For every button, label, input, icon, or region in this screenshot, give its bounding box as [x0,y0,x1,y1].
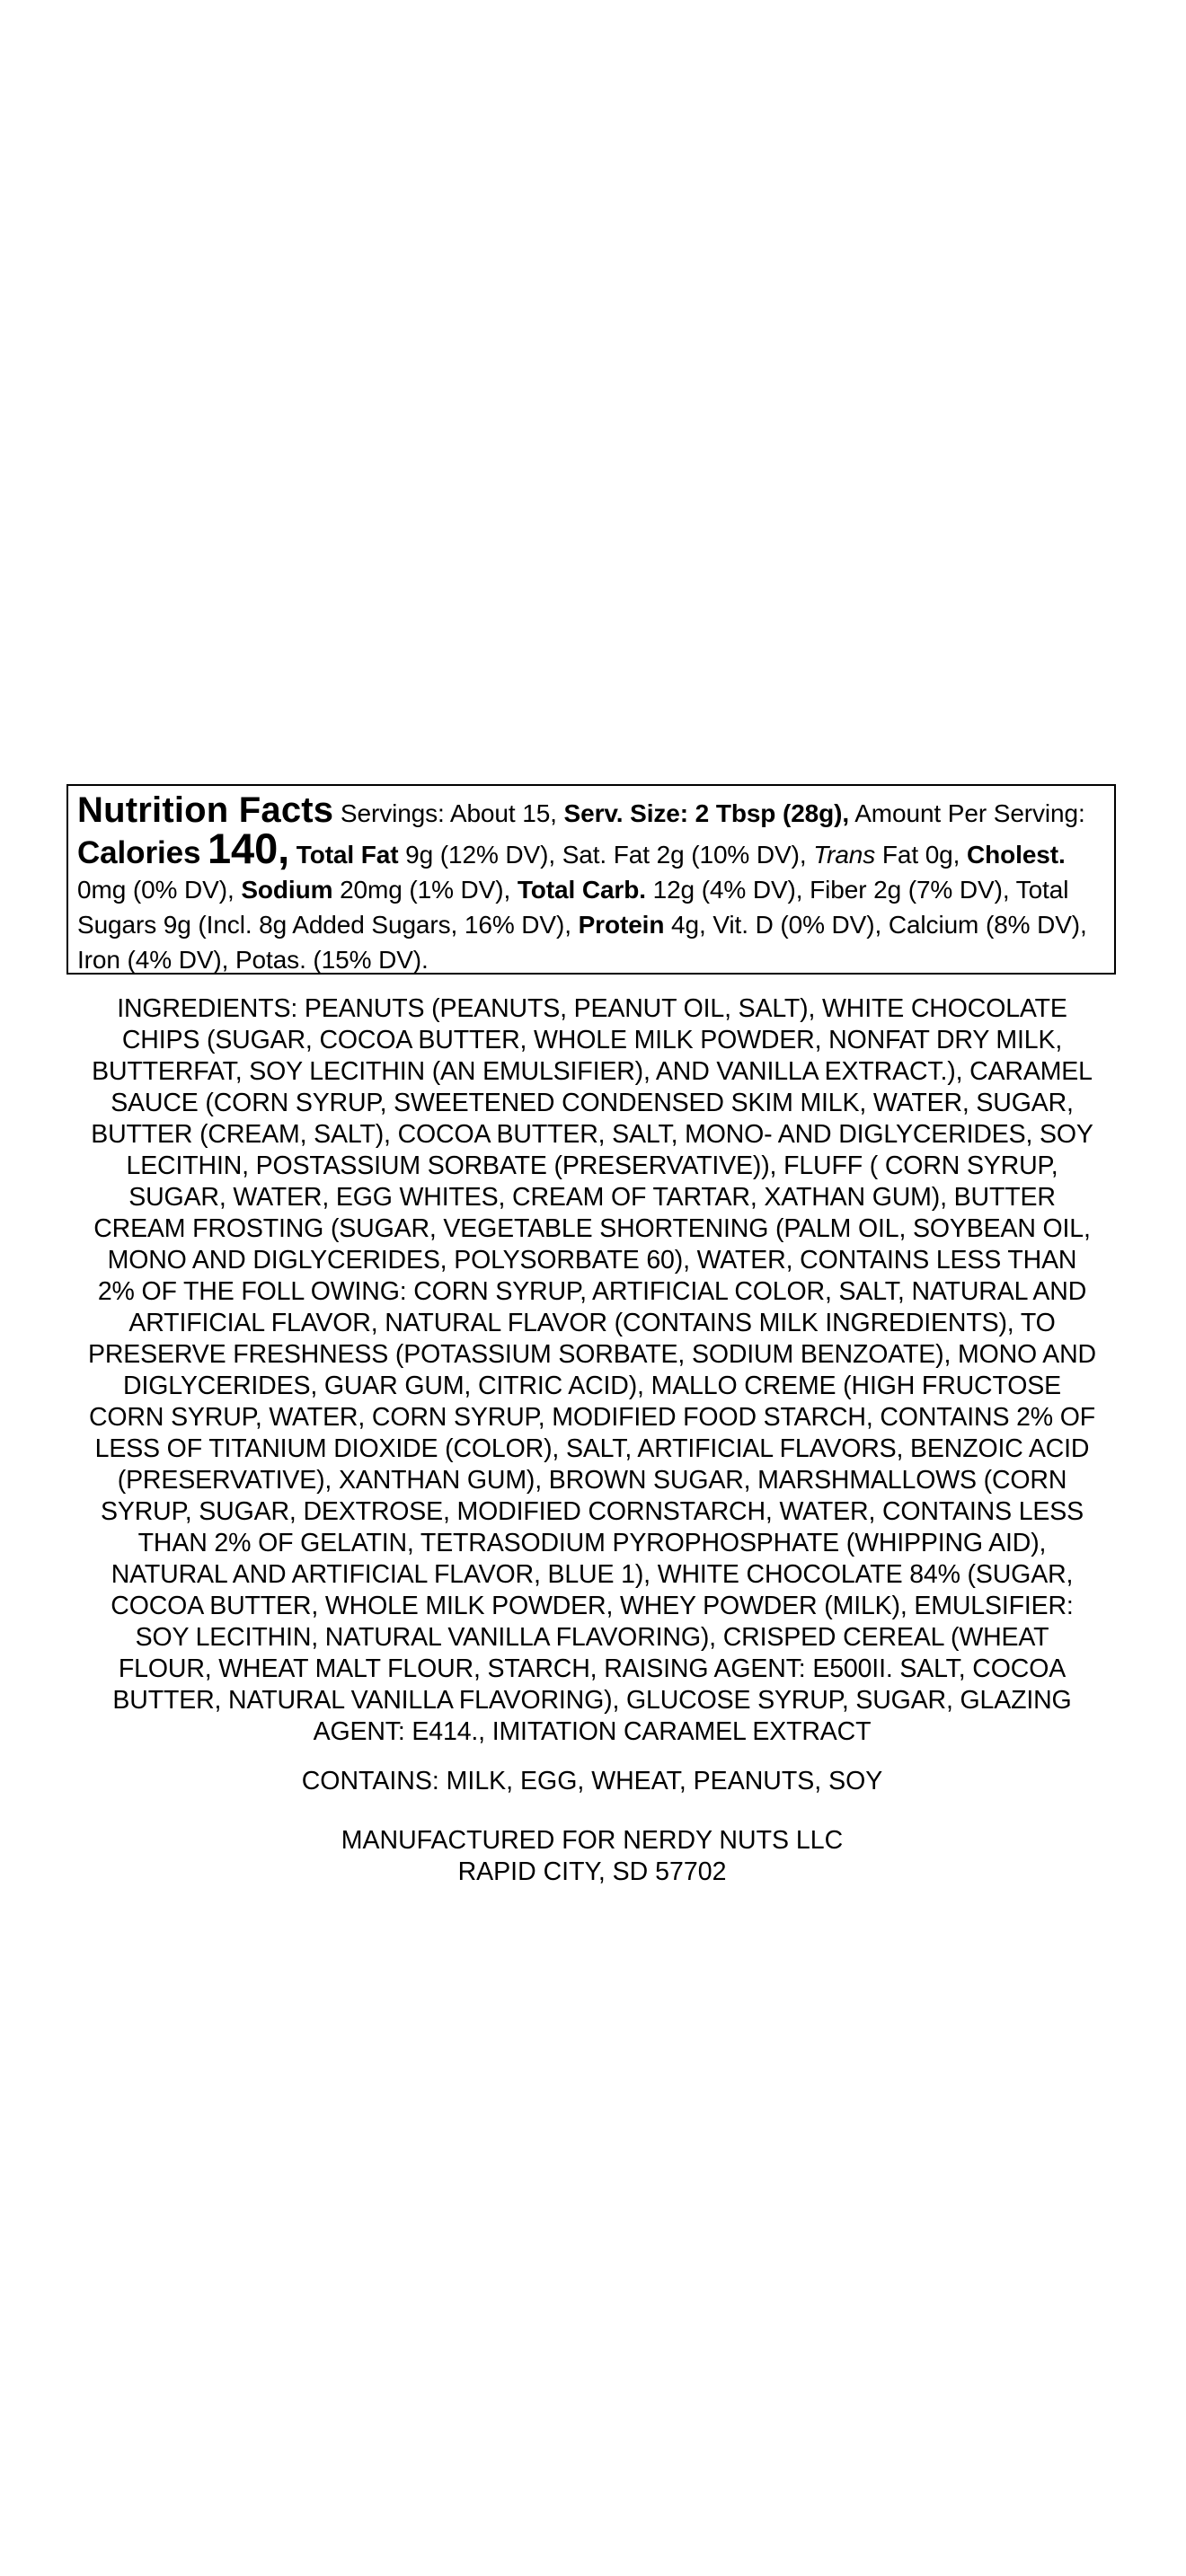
manufacturer-info [63,1825,1121,1888]
allergen-statement: CONTAINS: MILK, EGG, WHEAT, PEANUTS, SOY [301,1767,883,1795]
ingredients-text [63,993,1121,1748]
trans-fat-label: Trans [813,841,876,869]
ingredients-line: COCOA BUTTER, WHOLE MILK POWDER, WHEY POWDER (MILK), EMULSIFIER: [111,1592,1074,1620]
total-fat-label: Total Fat [296,841,399,869]
ingredients-line: THAN 2% OF GELATIN, TETRASODIUM PYROPHOSPHATE (WHIPPING AID), [137,1529,1047,1557]
ingredients-line: (PRESERVATIVE), XANTHAN GUM), BROWN SUGAR, MARSHMALLOWS (CORN [117,1466,1067,1495]
total-carb-value: 12g (4% DV), Fiber 2g (7% DV), Total Sugars 9g (Incl. 8g Added Sugars, 16% DV), [77,876,1069,939]
ingredients-line: CHIPS (SUGAR, COCOA BUTTER, WHOLE MILK POWDER, NONFAT DRY MILK, [121,1026,1063,1054]
ingredients-line: DIGLYCERIDES, GUAR GUM, CITRIC ACID), MALLO CREME (HIGH FRUCTOSE [123,1372,1061,1400]
calories-value: 140, [208,825,290,872]
servings: Servings: About 15, [340,799,557,827]
ingredients-line: CORN SYRUP, WATER, CORN SYRUP, MODIFIED FOOD STARCH, CONTAINS 2% OF [88,1403,1096,1432]
cholesterol-label: Cholest. [967,841,1066,869]
amount-per-serving: Amount Per Serving: [854,799,1085,827]
sodium-value: 20mg (1% DV), [340,876,511,904]
total-carb-label: Total Carb. [517,876,646,904]
ingredients-line: LESS OF TITANIUM DIOXIDE (COLOR), SALT, ARTIFICIAL FLAVORS, BENZOIC ACID [94,1434,1090,1463]
ingredients-line: SAUCE (CORN SYRUP, SWEETENED CONDENSED SKIM MILK, WATER, SUGAR, [111,1089,1074,1117]
ingredients-line: BUTTER (CREAM, SALT), COCOA BUTTER, SALT, MONO- AND DIGLYCERIDES, SOY [91,1120,1093,1149]
ingredients-line: AGENT: E414., IMITATION CARAMEL EXTRACT [313,1717,872,1746]
calories-label: Calories [77,835,201,870]
serving-size: Serv. Size: 2 Tbsp (28g), [563,799,850,827]
ingredients-line: BUTTERFAT, SOY LECITHIN (AN EMULSIFIER), AND VANILLA EXTRACT.), CARAMEL [92,1057,1093,1086]
total-fat-value: 9g (12% DV), Sat. Fat 2g (10% DV), [405,841,807,869]
trans-fat-value: Fat 0g, [881,841,960,869]
ingredients-line: INGREDIENTS: PEANUTS (PEANUTS, PEANUT OIL, SALT), WHITE CHOCOLATE [117,994,1067,1023]
ingredients-line: MONO AND DIGLYCERIDES, POLYSORBATE 60), WATER, CONTAINS LESS THAN [107,1246,1077,1275]
ingredients-line: SOY LECITHIN, NATURAL VANILLA FLAVORING), CRISPED CEREAL (WHEAT [135,1623,1049,1652]
nutrition-facts-box [66,784,1116,975]
manufacturer-address: RAPID CITY, SD 57702 [457,1857,727,1886]
ingredients-line: CREAM FROSTING (SUGAR, VEGETABLE SHORTENING (PALM OIL, SOYBEAN OIL, [93,1214,1091,1243]
cholesterol-value: 0mg (0% DV), [77,876,235,904]
sodium-label: Sodium [241,876,333,904]
protein-label: Protein [578,911,665,939]
ingredients-line: BUTTER, NATURAL VANILLA FLAVORING), GLUCOSE SYRUP, SUGAR, GLAZING [112,1686,1072,1715]
ingredients-line: FLOUR, WHEAT MALT FLOUR, STARCH, RAISING AGENT: E500II. SALT, COCOA [118,1654,1067,1683]
ingredients-line: NATURAL AND ARTIFICIAL FLAVOR, BLUE 1), WHITE CHOCOLATE 84% (SUGAR, [111,1560,1074,1589]
protein-value: 4g, Vit. D (0% DV), Calcium (8% DV), Iron (4% DV), Potas. (15% DV). [77,911,1087,974]
ingredients-line: SYRUP, SUGAR, DEXTROSE, MODIFIED CORNSTARCH, WATER, CONTAINS LESS [101,1497,1084,1526]
ingredients-line: PRESERVE FRESHNESS (POTASSIUM SORBATE, SODIUM BENZOATE), MONO AND [88,1340,1096,1369]
manufacturer-name: MANUFACTURED FOR NERDY NUTS LLC [341,1826,844,1855]
ingredients-line: 2% OF THE FOLL OWING: CORN SYRUP, ARTIFICIAL COLOR, SALT, NATURAL AND [97,1277,1087,1306]
ingredients-line: ARTIFICIAL FLAVOR, NATURAL FLAVOR (CONTAINS MILK INGREDIENTS), TO [128,1309,1056,1337]
nutrition-facts-title: Nutrition Facts [77,790,334,830]
ingredients-line: LECITHIN, POSTASSIUM SORBATE (PRESERVATIVE)), FLUFF ( CORN SYRUP, [126,1151,1058,1180]
ingredients-line: SUGAR, WATER, EGG WHITES, CREAM OF TARTAR, XATHAN GUM), BUTTER [128,1183,1056,1212]
